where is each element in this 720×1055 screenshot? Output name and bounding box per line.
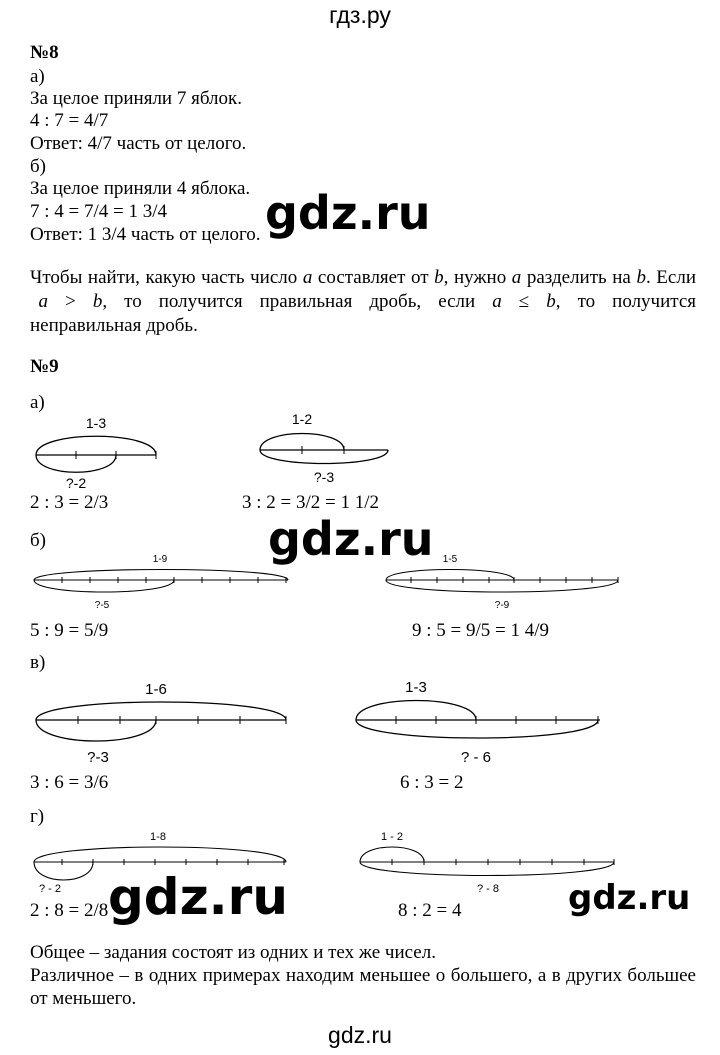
diagram-9d-left-top: 1-8: [150, 831, 166, 843]
task-8-a-line2: 4 : 7 = 4/7: [30, 110, 109, 131]
task-9-number: №9: [30, 356, 59, 377]
diagram-9d-right-top: 1 - 2: [380, 831, 404, 843]
diagram-9d-left-bottom: ? - 2: [38, 883, 62, 895]
watermark: gdz.ru: [265, 186, 431, 240]
task-9-d-label: г): [30, 806, 45, 827]
diagram-9d-right-bottom: ? - 8: [476, 883, 500, 895]
diagram-9b-right-top: 1-5: [442, 554, 458, 565]
diagram-9c-right-top: 1-3: [405, 679, 427, 696]
task-8-b-line2: 7 : 4 = 7/4 = 1 3/4: [30, 201, 168, 222]
task-8-a-line1: За целое приняли 7 яблок.: [30, 88, 242, 109]
diagram-9a-left: [30, 410, 170, 495]
task-9-c-right-eq: 6 : 3 = 2: [400, 772, 464, 793]
watermark: gdz.ru: [108, 868, 288, 926]
task-8-b-line1: За целое приняли 4 яблока.: [30, 178, 251, 199]
task-8-a-line3: Ответ: 4/7 часть от целого.: [30, 133, 247, 154]
task-9-b-right-eq: 9 : 5 = 9/5 = 1 4/9: [412, 620, 550, 641]
diagram-9a-right-bottom: ?-3: [313, 469, 335, 485]
diagram-9c-right: [352, 678, 612, 768]
diagram-9b-right-bottom: ?-9: [494, 600, 510, 611]
task-8-a-label: а): [30, 66, 45, 87]
diagram-9c-left-top: 1-6: [145, 681, 167, 698]
diagram-9b-left-top: 1-9: [152, 554, 168, 565]
task-8-b-label: б): [30, 156, 46, 177]
diagram-9a-left-bottom: ?-2: [65, 475, 87, 491]
task-9-a-right-eq: 3 : 2 = 3/2 = 1 1/2: [242, 492, 380, 513]
task-9-c-label: в): [30, 652, 46, 673]
task-9-common: Общее – задания состоят из одних и тех же чисел.: [30, 942, 436, 963]
task-9-a-left-eq: 2 : 3 = 2/3: [30, 492, 109, 513]
diagram-9a-right-top: 1-2: [291, 411, 313, 427]
task-9-b-label: б): [30, 530, 46, 551]
task-9-b-left-eq: 5 : 9 = 5/9: [30, 620, 109, 641]
watermark: gdz.ru: [568, 878, 691, 918]
task-9-d-right-eq: 8 : 2 = 4: [398, 900, 462, 921]
diagram-9b-left-bottom: ?-5: [94, 600, 110, 611]
site-footer: gdz.ru: [328, 1022, 392, 1048]
task-8-b-line3: Ответ: 1 3/4 часть от целого.: [30, 224, 261, 245]
diagram-9b-left: [30, 552, 295, 617]
site-header: гдз.ру: [329, 2, 391, 28]
task-9-different: Различное – в одних примерах находим меньшее о большего, а в других большее от меньшего.: [30, 965, 696, 1009]
diagram-9c-left: [30, 678, 295, 768]
diagram-9a-right: [258, 410, 393, 495]
diagram-9b-right: [384, 552, 624, 617]
diagram-9a-left-top: 1-3: [85, 415, 107, 431]
task-8-rule: Чтобы найти, какую часть число a составляет от b, нужно a разделить на b. Если a > b, то получится правильная дробь, если a ≤ b, то получится неправильная дробь.: [30, 267, 696, 336]
task-9-a-label: а): [30, 392, 45, 413]
task-9-d-left-eq: 2 : 8 = 2/8: [30, 900, 109, 921]
diagram-9c-left-bottom: ?-3: [87, 749, 109, 766]
watermark: gdz.ru: [268, 512, 434, 566]
diagram-9c-right-bottom: ? - 6: [460, 749, 492, 766]
task-8-number: №8: [30, 42, 59, 63]
task-9-c-left-eq: 3 : 6 = 3/6: [30, 772, 109, 793]
